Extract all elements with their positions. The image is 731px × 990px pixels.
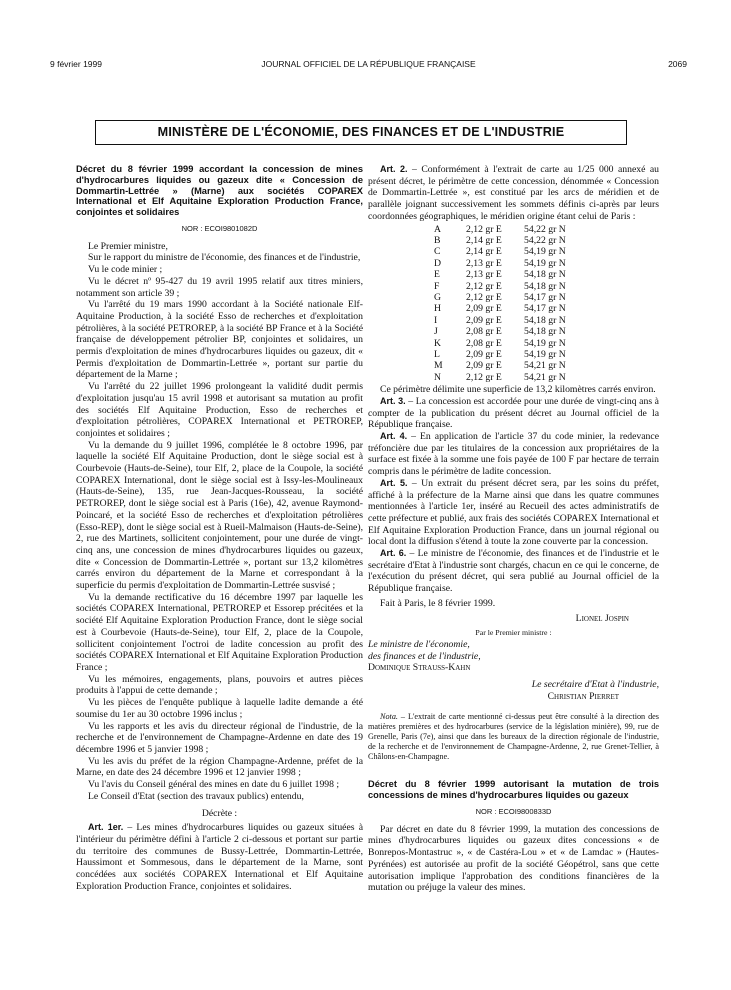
coordinates-table <box>434 224 566 384</box>
article-3-text: – La concession est accordée pour une durée de vingt-cinq ans à compter de la publication du présent décret au Journal officiel de la République française. <box>368 395 659 431</box>
minister-name: Dominique Strauss-Kahn <box>368 662 471 674</box>
preamble-paragraph: Sur le rapport du ministre de l'économie, des finances et de l'industrie, <box>88 252 361 264</box>
article-3 <box>368 396 659 431</box>
coordinate-point: K <box>434 337 441 349</box>
nota-text: – L'extrait de carte mentionné ci-dessus peut être consulté à la direction des matières premières et des hydrocarbures (service de la législation minière), 99, rue de Grenelle, Paris (7e), ainsi que dans les bureaux de la direction régionale de l'industrie, de la recherche et de l'environnement de Champagne-Ardenne, 2, rue Grenet-Tellier, à Châlons-en-Champagne. <box>368 712 659 761</box>
preamble-paragraph: Vu le code minier ; <box>88 264 163 276</box>
coordinate-east: 2,08 gr E <box>466 337 502 349</box>
decree2-text: Par décret en date du 8 février 1999, la mutation des concessions de mines d'hydrocarbures liquides ou gazeux dites concessions « de Bonrepos-Montastruc », « de Castéra-Lou » et « de Lamdac » (Hautes-Pyrénées) est autorisée au profit de la société Géopétrol, sans que cette autorisation implique l'approbation des conditions financières de la mutation ou préjuge la valeur des mines. <box>368 823 659 894</box>
preamble-paragraph: Vu les pièces de l'enquête publique à laquelle ladite demande a été soumise du 1er au 30 octobre 1996 inclus ; <box>76 697 363 720</box>
coordinate-north: 54,18 gr N <box>524 280 566 292</box>
coordinate-east: 2,14 gr E <box>466 234 502 246</box>
coordinate-north: 54,18 gr N <box>524 326 566 338</box>
coordinate-east: 2,12 gr E <box>466 371 502 383</box>
preamble-paragraph: Vu les avis du préfet de la région Champagne-Ardenne, préfet de la Marne, en date des 24 décembre 1996 et 12 janvier 1998 ; <box>76 755 363 779</box>
coordinate-east: 2,09 gr E <box>466 360 502 372</box>
coordinate-north: 54,21 gr N <box>524 360 566 372</box>
preamble-paragraph: Vu la demande rectificative du 16 décembre 1997 par laquelle les sociétés COPAREX International, PETROREP et Essorep précitées et la société Elf Aquitaine Exploration Production France, dont le siège social est à Courbevoie (Hauts-de-Seine), tour Elf, 2, place de la Coupole, sollicitent conjointement l'octroi de ladite concession au profit des sociétés COPAREX International et Elf Aquitaine Exploration Production France ; <box>76 591 363 673</box>
coordinate-row <box>434 349 566 360</box>
coordinate-point: I <box>434 314 438 326</box>
par-premier-ministre: Par le Premier ministre : <box>475 628 552 638</box>
coordinate-east: 2,08 gr E <box>466 326 502 338</box>
coordinate-row <box>434 292 566 303</box>
coordinate-point: A <box>434 223 441 235</box>
article-6 <box>368 548 659 595</box>
coordinate-point: L <box>434 348 440 360</box>
article-1 <box>76 822 363 892</box>
coordinate-row <box>434 326 566 337</box>
prime-minister-name: Lionel Jospin <box>575 612 629 624</box>
secretary-title: Le secrétaire d'Etat à l'industrie, <box>531 679 659 691</box>
signature-place-date: Fait à Paris, le 8 février 1999. <box>380 597 496 609</box>
coordinate-point: G <box>434 291 441 303</box>
coordinate-row <box>434 303 566 314</box>
ministry-title: MINISTÈRE DE L'ÉCONOMIE, DES FINANCES ET DE L'INDUSTRIE <box>157 124 565 139</box>
coordinate-east: 2,12 gr E <box>466 223 502 235</box>
header-journal-title: JOURNAL OFFICIEL DE LA RÉPUBLIQUE FRANÇAISE <box>261 59 476 69</box>
article-1-text: – Les mines d'hydrocarbures liquides ou gazeux situées à l'intérieur du périmètre défini à l'article 2 ci-dessous et portant sur partie du territoire des communes de Bussy-Lettrée, Dommartin-Lettrée, Haussimont et Sommesous, dans le département de la Marne, sont concédées aux sociétés COPAREX International et Elf Aquitaine Exploration Production France, conjointes et solidaires. <box>76 822 363 892</box>
article-2-text: – Conformément à l'extrait de carte au 1/25 000 annexé au présent décret, le périmètre de cette concession, dénommée « Concession de Dommartin-Lettrée », est constitué par les arcs de méridien et de parallèle joignant successivement les sommets définis ci-après par leurs coordonnées géographiques, le méridien origine étant celui de Paris : <box>368 164 659 222</box>
coordinate-point: M <box>434 360 443 372</box>
preamble-paragraph: Le Conseil d'Etat (section des travaux publics) entendu, <box>88 790 304 802</box>
coordinate-north: 54,19 gr N <box>524 348 566 360</box>
coordinate-east: 2,09 gr E <box>466 303 502 315</box>
coordinate-north: 54,17 gr N <box>524 291 566 303</box>
preamble-paragraph: Vu le décret nº 95-427 du 19 avril 1995 relatif aux titres miniers, notamment son article 39 ; <box>76 275 363 299</box>
article-5-text: – Un extrait du présent décret sera, par les soins du préfet, affiché à la préfecture de la Marne ainsi que dans les quatre communes mentionnées à l'article 1er, inséré au Recueil des actes administratifs de cette préfecture et publié, aux frais des sociétés COPAREX International et Elf Aquitaine Exploration Production France, dans un journal régional ou local dont la diffusion s'étend à toute la zone couverte par la concession. <box>368 477 659 548</box>
coordinate-north: 54,22 gr N <box>524 223 566 235</box>
coordinate-point: J <box>434 326 438 338</box>
nota-paragraph <box>368 712 659 761</box>
decrete-heading: Décrète : <box>201 808 238 820</box>
coordinate-north: 54,18 gr N <box>524 314 566 326</box>
preamble-paragraph: Vu l'arrêté du 22 juillet 1996 prolongeant la validité dudit permis d'exploitation jusqu'au 15 avril 1998 et autorisant sa mutation au profit des sociétés Elf Aquitaine Production, Esso de recherches et d'exploitation pétrolières, COPAREX International et PETROREP, conjointes et solidaires ; <box>76 381 363 439</box>
coordinate-north: 54,17 gr N <box>524 303 566 315</box>
preamble-paragraph: Vu les rapports et les avis du directeur régional de l'industrie, de la recherche et de l'environnement de Champagne-Ardenne en date des 19 décembre 1996 et 5 janvier 1998 ; <box>76 720 363 755</box>
header-page-number: 2069 <box>668 59 687 69</box>
article-5-label: Art. 5. <box>380 477 408 488</box>
article-4 <box>368 431 659 478</box>
preamble-paragraph: Le Premier ministre, <box>88 240 168 252</box>
article-2-label: Art. 2. <box>380 164 408 174</box>
coordinate-east: 2,12 gr E <box>466 280 502 292</box>
article-6-text: – Le ministre de l'économie, des finances et de l'industrie et le secrétaire d'Etat à l'industrie sont chargés, chacun en ce qui le concerne, de l'exécution du présent décret, qui sera publié au Journal officiel de la République française. <box>368 548 659 595</box>
coordinate-north: 54,18 gr N <box>524 269 566 281</box>
coordinate-east: 2,09 gr E <box>466 348 502 360</box>
coordinate-east: 2,12 gr E <box>466 291 502 303</box>
coordinate-north: 54,21 gr N <box>524 371 566 383</box>
coordinate-point: N <box>434 371 441 383</box>
decree2-title: Décret du 8 février 1999 autorisant la mutation de trois concessions de mines d'hydrocarbures liquides ou gazeux <box>368 779 659 801</box>
coordinate-row <box>434 269 566 280</box>
preamble-paragraph: Vu l'arrêté du 19 mars 1990 accordant à la Société nationale Elf-Aquitaine Production, à la société Esso de recherches et d'exploitation pétrolières, à la société PETROREP, à la société BP France et à la Société française de développement pétrolier BP, conjointes et solidaires, un permis d'exploitation de mines d'hydrocarbures liquides ou gazeux, dit « Permis d'exploitation de Dommartin-Lettrée », portant sur partie du département de la Marne ; <box>76 299 363 381</box>
coordinate-row <box>434 338 566 349</box>
coordinate-north: 54,22 gr N <box>524 234 566 246</box>
article-4-label: Art. 4. <box>380 431 408 442</box>
coordinate-east: 2,13 gr E <box>466 257 502 269</box>
coordinate-row <box>434 281 566 292</box>
coordinate-east: 2,09 gr E <box>466 314 502 326</box>
coordinate-north: 54,19 gr N <box>524 246 566 258</box>
secretary-name: Christian Pierret <box>547 690 619 702</box>
article-6-label: Art. 6. <box>380 548 407 559</box>
coordinate-row <box>434 246 566 257</box>
article-3-label: Art. 3. <box>380 395 406 406</box>
minister-title-line1: Le ministre de l'économie, <box>368 638 470 650</box>
coordinate-row <box>434 315 566 326</box>
coordinate-point: F <box>434 280 440 292</box>
right-column <box>368 164 659 982</box>
ministry-banner <box>95 120 627 145</box>
article-5 <box>368 478 659 548</box>
preamble-paragraph: Vu la demande du 9 juillet 1996, complétée le 8 octobre 1996, par laquelle la société Elf Aquitaine Production, dont le siège social est à Courbevoie (Hauts-de-Seine), tour Elf, 2, place de la Coupole, la société COPAREX International, dont le siège social est à Issy-les-Moulineaux (Hauts-de-Seine), 135, rue Jean-Jacques-Rousseau, la société PETROREP, dont le siège social est à Paris (16e), 42, avenue Raymond-Poincaré, et la société Esso de recherches et d'exploitation pétrolières (Esso-REP), dont le siège social est à Rueil-Malmaison (Hauts-de-Seine), 2, rue des Martinets, sollicitent conjointement, pour une durée de vingt-cinq ans, une concession de mines d'hydrocarbures liquides ou gazeux, dite « Concession de Dommartin-Lettrée », portant sur 13,2 kilomètres carrés environ du département de la Marne et correspondant à la superficie du permis d'exploitation de Dommartin-Lettrée susvisé ; <box>76 439 363 592</box>
minister-title-line2: des finances et de l'industrie, <box>368 650 481 662</box>
coordinate-north: 54,19 gr N <box>524 257 566 269</box>
coordinate-east: 2,14 gr E <box>466 246 502 258</box>
perimeter-text: Ce périmètre délimite une superficie de 13,2 kilomètres carrés environ. <box>380 384 656 396</box>
decree1-nor: NOR : ECOI9801082D <box>181 223 258 233</box>
preamble-paragraph: Vu les mémoires, engagements, plans, pouvoirs et autres pièces produits à l'appui de cette demande ; <box>76 673 363 697</box>
page-header <box>50 58 687 70</box>
article-2 <box>368 164 659 223</box>
coordinate-point: C <box>434 246 441 258</box>
coordinate-east: 2,13 gr E <box>466 269 502 281</box>
coordinate-point: D <box>434 257 441 269</box>
coordinate-row <box>434 360 566 371</box>
coordinate-point: H <box>434 303 441 315</box>
decree1-title: Décret du 8 février 1999 accordant la concession de mines d'hydrocarbures liquides ou gazeux dite « Concession de Dommartin-Lettrée » (Marne) aux sociétés COPAREX International et Elf Aquitaine Exploration Production France, conjointes et solidaires <box>76 164 363 218</box>
article-4-text: – En application de l'article 37 du code minier, la redevance tréfoncière due par les titulaires de la concession aux propriétaires de la surface est fixée à la somme une fois payée de 100 F par hectare de terrain compris dans le périmètre de ladite concession. <box>368 431 659 478</box>
coordinate-row <box>434 224 566 235</box>
left-column <box>76 164 363 916</box>
header-date: 9 février 1999 <box>50 59 102 69</box>
coordinate-row <box>434 258 566 269</box>
coordinate-row <box>434 372 566 383</box>
decree2-nor: NOR : ECOI9800833D <box>475 807 552 817</box>
article-1-label: Art. 1er. <box>88 822 124 833</box>
coordinate-north: 54,19 gr N <box>524 337 566 349</box>
preamble-paragraph: Vu l'avis du Conseil général des mines en date du 6 juillet 1998 ; <box>88 779 340 791</box>
decree1-preamble <box>76 241 363 803</box>
coordinate-point: E <box>434 269 440 281</box>
coordinate-row <box>434 235 566 246</box>
nota-label: Nota. <box>380 712 398 722</box>
coordinate-point: B <box>434 234 441 246</box>
